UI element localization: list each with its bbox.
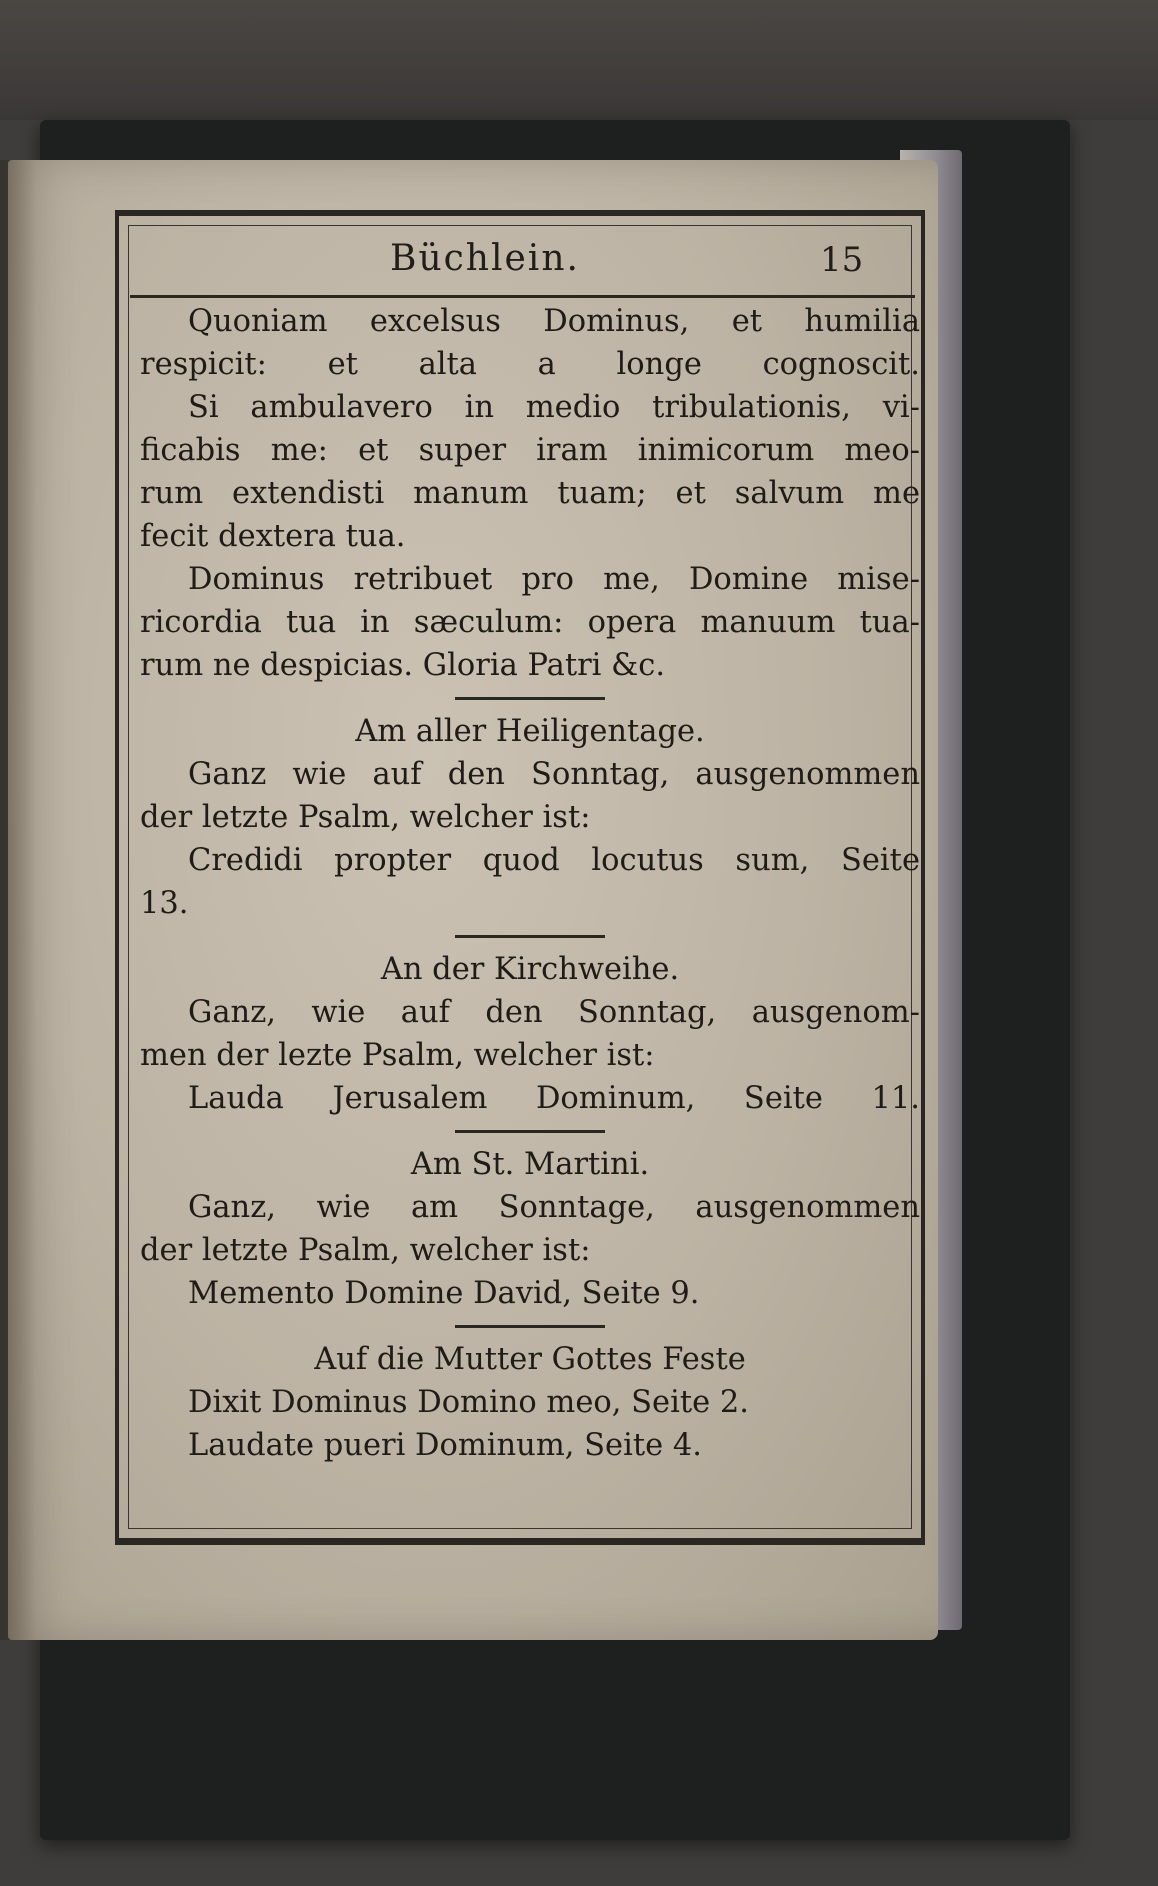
section-st-martin <box>140 1143 920 1315</box>
text-line: der letzte Psalm, welcher ist: <box>140 1233 591 1268</box>
section-divider <box>455 935 605 938</box>
text-line: Quoniam excelsus Dominus, et humilia <box>188 304 920 339</box>
section-church-consecration <box>140 948 920 1120</box>
page-number: 15 <box>820 240 864 280</box>
text-line: Ganz, wie auf den Sonntag, ausgenom- <box>188 995 920 1030</box>
text-line: respicit: et alta a longe cognoscit. <box>140 347 920 382</box>
section-heading: Am aller Heiligentage. <box>355 714 705 749</box>
text-line: ficabis me: et super iram inimicorum meo- <box>140 433 920 468</box>
section-all-saints <box>140 710 920 925</box>
page-body <box>140 300 920 1467</box>
text-line: rum extendisti manum tuam; et salvum me <box>140 476 920 511</box>
page-gutter-shadow <box>0 160 36 1640</box>
section-heading: Am St. Martini. <box>410 1147 650 1182</box>
text-line: Ganz, wie am Sonntage, ausgenommen <box>188 1190 920 1225</box>
running-title: Büchlein. <box>390 238 580 279</box>
section-heading: Auf die Mutter Gottes Feste <box>314 1342 746 1377</box>
section-marian-feasts <box>140 1338 920 1467</box>
text-line: men der lezte Psalm, welcher ist: <box>140 1038 655 1073</box>
text-line: Credidi propter quod locutus sum, Seite <box>188 843 920 878</box>
text-line: 13. <box>140 886 189 921</box>
text-line: ricordia tua in sæculum: opera manuum tua- <box>140 605 920 640</box>
text-line: rum ne despicias. Gloria Patri &c. <box>140 648 666 683</box>
header-rule <box>130 295 915 298</box>
psalm-text <box>140 300 920 687</box>
text-line: Dominus retribuet pro me, Domine mise- <box>188 562 920 597</box>
section-divider <box>455 1130 605 1133</box>
text-line: Si ambulavero in medio tribulationis, vi- <box>188 390 920 425</box>
text-line: Lauda Jerusalem Dominum, Seite 11. <box>188 1081 920 1116</box>
text-line: Ganz wie auf den Sonntag, ausgenommen <box>188 757 920 792</box>
text-line: fecit dextera tua. <box>140 519 406 554</box>
text-line: Memento Domine David, Seite 9. <box>188 1276 700 1311</box>
text-line: Dixit Dominus Domino meo, Seite 2. <box>188 1385 749 1420</box>
section-divider <box>455 1325 605 1328</box>
section-divider <box>455 697 605 700</box>
text-line: der letzte Psalm, welcher ist: <box>140 800 591 835</box>
section-heading: An der Kirchweihe. <box>380 952 680 987</box>
text-line: Laudate pueri Dominum, Seite 4. <box>188 1428 702 1463</box>
backdrop <box>0 0 1158 120</box>
